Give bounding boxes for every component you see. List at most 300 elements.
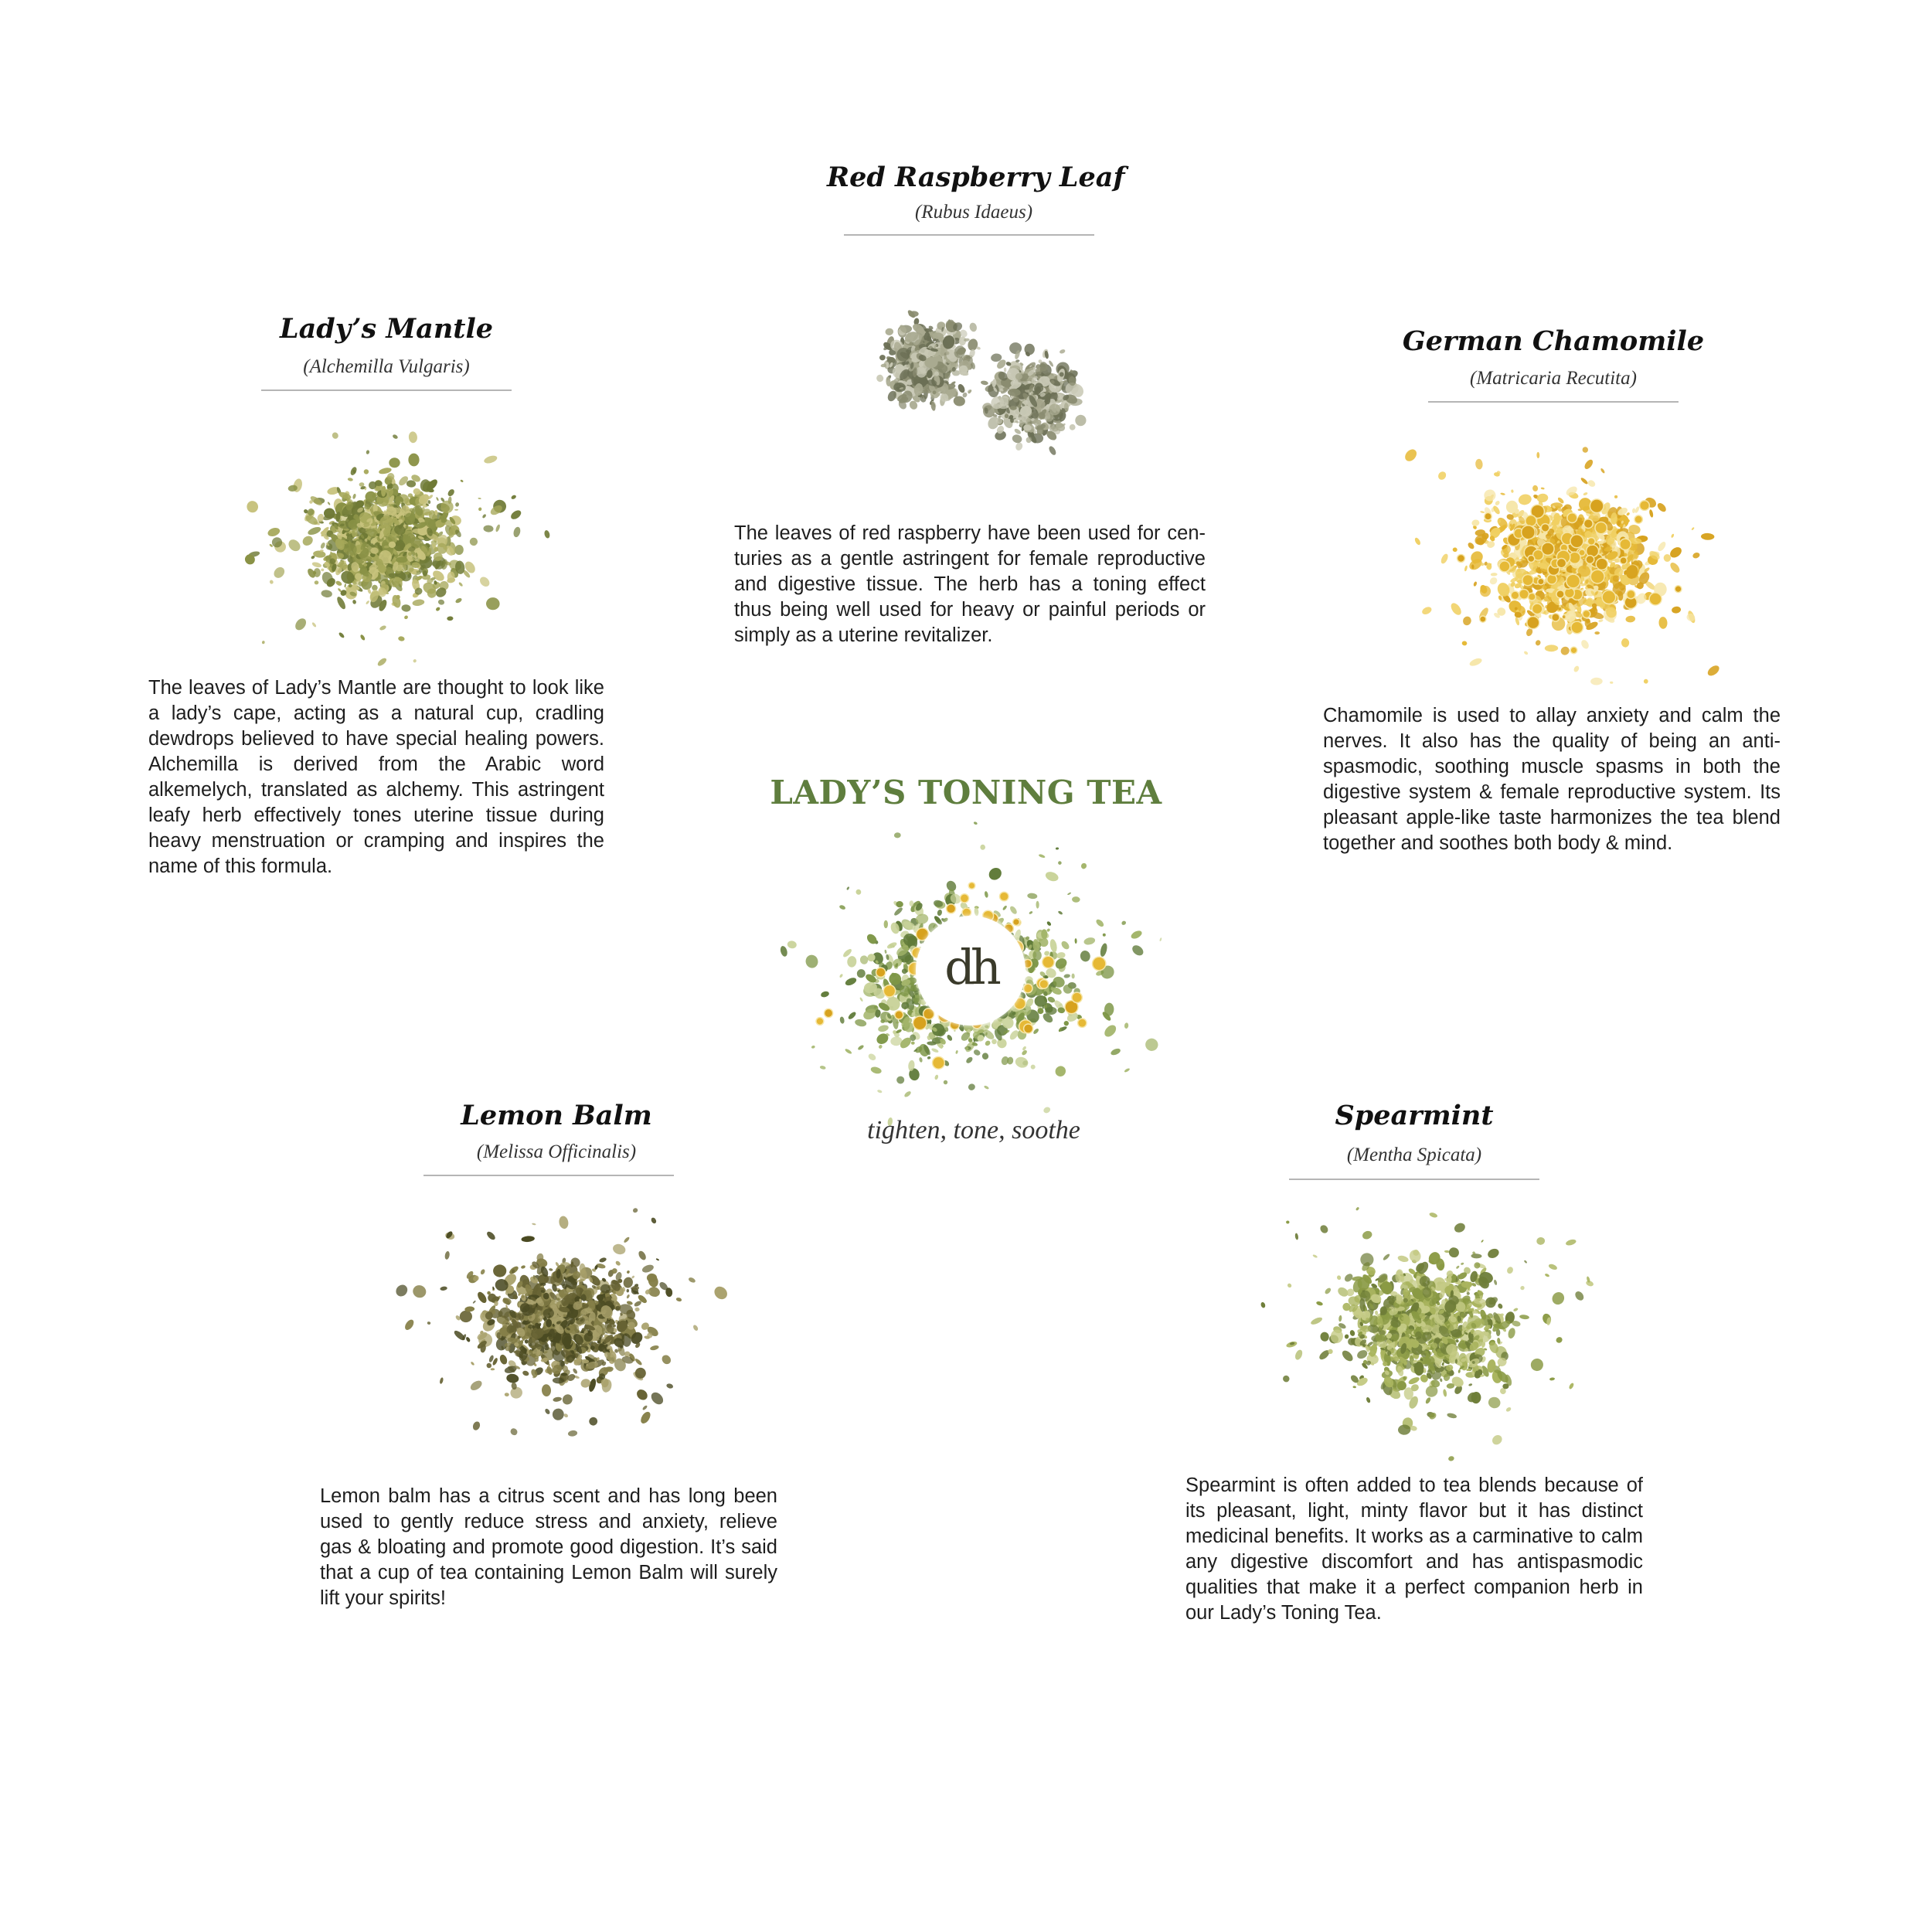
lady-s-toning-tea-tagline: tighten, tone, soothe bbox=[867, 1116, 1080, 1145]
herb-flake bbox=[1009, 905, 1018, 915]
herb-flake bbox=[847, 956, 857, 968]
herb-flake bbox=[522, 1370, 529, 1377]
herb-flake bbox=[1529, 1356, 1546, 1373]
herb-flake bbox=[1071, 974, 1074, 979]
herb-flake bbox=[454, 509, 458, 511]
herb-flake bbox=[553, 1396, 562, 1403]
herb-flake bbox=[623, 1236, 630, 1243]
herb-flake bbox=[884, 920, 888, 928]
herb-flake bbox=[1074, 938, 1077, 944]
herb-flake bbox=[1580, 477, 1588, 485]
herb-flake bbox=[431, 569, 447, 583]
chamomile-flower-head bbox=[1480, 616, 1486, 622]
herb-flake bbox=[1343, 1272, 1354, 1283]
chamomile-flower-head bbox=[1043, 956, 1054, 968]
herb-flake bbox=[269, 580, 274, 585]
herb-flake bbox=[359, 634, 366, 641]
herb-flake bbox=[272, 565, 287, 580]
chamomile-flower-head bbox=[1627, 590, 1635, 599]
chamomile-flower-head bbox=[1093, 957, 1106, 970]
herb-flake bbox=[1036, 901, 1039, 909]
chamomile-flower-head bbox=[1649, 593, 1662, 605]
herb-flake bbox=[1658, 617, 1668, 629]
chamomile-flower-head bbox=[1538, 578, 1544, 584]
herb-flake bbox=[998, 404, 1009, 409]
chamomile-flower-head bbox=[883, 985, 895, 997]
herb-flake bbox=[981, 1053, 989, 1060]
herb-flake bbox=[1103, 934, 1106, 937]
chamomile-flower-head bbox=[1519, 590, 1529, 600]
herb-flake bbox=[567, 1430, 577, 1437]
herb-flake bbox=[379, 624, 386, 631]
herb-flake bbox=[634, 1358, 643, 1366]
herb-flake bbox=[820, 991, 830, 998]
herb-flake bbox=[1488, 576, 1498, 586]
herb-flake bbox=[819, 1065, 826, 1070]
herb-flake bbox=[1692, 552, 1700, 560]
herb-flake bbox=[660, 1353, 672, 1366]
chamomile-flower-head bbox=[1570, 647, 1577, 654]
herb-flake bbox=[344, 583, 346, 587]
herb-flake bbox=[366, 450, 369, 454]
ladys-mantle-description: The leaves of Lady’s Mantle are thought to look like a lady’s cape, acting as a natural cup, cradling dewdrops believed to have special healing powers. Alchemilla is derived from the Arabic word alkemelych, translated as alchemy. This astringent leafy herb effectively tones uterine tissue during heavy menstruation or cramping and inspires the name of this formula. bbox=[148, 677, 604, 877]
herb-flake bbox=[1648, 509, 1654, 518]
herb-flake bbox=[886, 941, 898, 950]
herb-flake bbox=[1002, 905, 1008, 911]
herb-flake bbox=[1383, 1253, 1391, 1261]
ladys-mantle-herb-pile-image bbox=[224, 410, 549, 672]
herb-flake bbox=[839, 974, 844, 978]
herb-flake bbox=[1471, 519, 1480, 527]
herb-flake bbox=[1643, 679, 1649, 685]
herb-flake bbox=[884, 950, 886, 954]
german-chamomile-title: German Chamomile bbox=[1402, 325, 1705, 357]
herb-flake bbox=[588, 1417, 598, 1427]
herb-flake bbox=[393, 1283, 410, 1299]
chamomile-flower-head bbox=[1072, 992, 1082, 1002]
herb-flake bbox=[1480, 511, 1485, 514]
herb-flake bbox=[1632, 508, 1636, 513]
herb-flake bbox=[1060, 940, 1071, 951]
herb-flake bbox=[931, 1047, 940, 1053]
herb-flake bbox=[439, 1377, 444, 1384]
herb-flake bbox=[1340, 1349, 1355, 1363]
herb-flake bbox=[811, 1045, 815, 1049]
herb-flake bbox=[1366, 1396, 1371, 1403]
chamomile-flower-head bbox=[1567, 513, 1577, 523]
herb-flake bbox=[447, 616, 454, 621]
herb-flake bbox=[1413, 537, 1421, 546]
herb-flake bbox=[1452, 547, 1458, 553]
herb-flake bbox=[1352, 1386, 1356, 1388]
chamomile-flower-head bbox=[1547, 574, 1557, 584]
herb-flake bbox=[512, 526, 522, 538]
herb-flake bbox=[859, 997, 863, 1002]
chamomile-flower-head bbox=[1522, 526, 1536, 539]
herb-flake bbox=[1046, 920, 1052, 927]
herb-flake bbox=[1544, 1273, 1549, 1277]
herb-flake bbox=[634, 1366, 648, 1380]
herb-flake bbox=[549, 1268, 553, 1271]
herb-flake bbox=[1481, 487, 1498, 503]
herb-flake bbox=[1080, 862, 1087, 870]
herb-flake bbox=[1467, 542, 1475, 550]
herb-flake bbox=[847, 1011, 857, 1021]
herb-flake bbox=[498, 1354, 509, 1366]
chamomile-flower-head bbox=[1571, 621, 1583, 634]
herb-flake bbox=[1701, 533, 1715, 540]
herb-flake bbox=[1568, 1383, 1574, 1390]
herb-flake bbox=[879, 355, 886, 361]
herb-flake bbox=[476, 1291, 488, 1304]
herb-flake bbox=[472, 1300, 476, 1304]
herb-flake bbox=[311, 622, 317, 628]
herb-flake bbox=[1032, 1028, 1039, 1035]
herb-flake bbox=[506, 1373, 519, 1383]
herb-flake bbox=[1464, 565, 1468, 571]
herb-flake bbox=[984, 1039, 991, 1046]
herb-flake bbox=[1495, 500, 1501, 506]
herb-flake bbox=[1462, 615, 1473, 626]
herb-flake bbox=[1095, 918, 1105, 928]
herb-flake bbox=[444, 1250, 451, 1260]
red-raspberry-leaf-herb-pile-image bbox=[819, 255, 1144, 510]
herb-flake bbox=[1131, 943, 1145, 957]
herb-flake bbox=[1049, 938, 1058, 953]
spearmint-herb-pile-image bbox=[1252, 1190, 1600, 1461]
herb-flake bbox=[493, 1264, 506, 1277]
herb-flake bbox=[1011, 434, 1022, 444]
chamomile-flower-head bbox=[1078, 1019, 1087, 1027]
herb-flake bbox=[894, 832, 901, 838]
ladys-mantle-latin-name: (Alchemilla Vulgaris) bbox=[303, 356, 470, 377]
herb-flake bbox=[639, 1410, 652, 1425]
chamomile-flower-head bbox=[1583, 519, 1593, 529]
herb-flake bbox=[650, 1216, 657, 1224]
herb-flake bbox=[469, 1379, 484, 1392]
herb-flake bbox=[435, 607, 440, 612]
chamomile-flower-head bbox=[1587, 538, 1595, 546]
herb-flake bbox=[454, 597, 462, 604]
herb-flake bbox=[855, 968, 867, 979]
herb-flake bbox=[1421, 605, 1433, 616]
chamomile-flower-head bbox=[1039, 980, 1049, 989]
herb-flake bbox=[1590, 677, 1603, 685]
herb-flake bbox=[1583, 458, 1594, 471]
chamomile-flower-head bbox=[933, 1056, 945, 1069]
herb-flake bbox=[973, 1049, 981, 1056]
herb-flake bbox=[478, 498, 481, 499]
herb-flake bbox=[315, 580, 319, 584]
herb-flake bbox=[301, 534, 315, 547]
herb-flake bbox=[1691, 527, 1695, 531]
herb-flake bbox=[946, 1034, 953, 1042]
german-chamomile-herb-pile-image bbox=[1391, 421, 1747, 707]
herb-flake bbox=[1663, 553, 1672, 562]
herb-flake bbox=[327, 502, 331, 505]
herb-flake bbox=[572, 1368, 578, 1375]
herb-flake bbox=[359, 482, 365, 487]
herb-flake bbox=[563, 1413, 569, 1418]
herb-flake bbox=[447, 488, 456, 498]
chamomile-flower-head bbox=[1000, 892, 1009, 901]
herb-flake bbox=[1437, 470, 1447, 481]
chamomile-flower-head bbox=[825, 1009, 833, 1017]
chamomile-flower-head bbox=[1583, 611, 1590, 618]
chamomile-flower-head bbox=[1590, 570, 1604, 583]
herb-flake bbox=[1038, 854, 1046, 859]
herb-flake bbox=[943, 1080, 949, 1086]
lemon-balm-title: Lemon Balm bbox=[461, 1100, 652, 1131]
herb-flake bbox=[1130, 929, 1143, 940]
herb-flake bbox=[403, 614, 409, 620]
dh-logo-badge bbox=[916, 916, 1026, 1026]
dh-logo-mark: dh bbox=[944, 939, 997, 995]
chamomile-flower-head bbox=[1013, 919, 1020, 926]
herb-flake bbox=[1281, 1374, 1291, 1383]
herb-flake bbox=[655, 1258, 659, 1261]
herb-flake bbox=[992, 1039, 997, 1044]
herb-flake bbox=[544, 1408, 551, 1415]
herb-flake bbox=[392, 434, 398, 440]
lemon-balm-divider bbox=[423, 1175, 674, 1176]
herb-flake bbox=[641, 1264, 655, 1274]
herb-flake bbox=[987, 866, 1005, 883]
chamomile-flower-head bbox=[816, 1018, 824, 1026]
red-raspberry-leaf-latin-name: (Rubus Idaeus) bbox=[914, 202, 1033, 223]
herb-flake bbox=[1143, 1036, 1160, 1053]
herb-flake bbox=[867, 1053, 877, 1062]
herb-flake bbox=[1545, 645, 1559, 651]
chamomile-flower-head bbox=[1532, 604, 1543, 614]
herb-flake bbox=[262, 641, 265, 645]
herb-flake bbox=[1074, 413, 1087, 427]
herb-flake bbox=[338, 631, 345, 638]
herb-flake bbox=[919, 1057, 923, 1063]
german-chamomile-latin-name: (Matricaria Recutita) bbox=[1470, 368, 1637, 389]
herb-flake bbox=[1706, 664, 1721, 679]
herb-flake bbox=[981, 380, 989, 386]
chamomile-flower-head bbox=[1485, 513, 1492, 520]
herb-flake bbox=[599, 1257, 607, 1263]
herb-flake bbox=[650, 1345, 660, 1351]
herb-flake bbox=[436, 497, 439, 502]
herb-flake bbox=[1473, 581, 1478, 587]
chamomile-flower-head bbox=[1595, 522, 1607, 533]
herb-flake bbox=[955, 1050, 958, 1054]
herb-flake bbox=[632, 1207, 638, 1213]
herb-flake bbox=[1671, 606, 1681, 614]
herb-flake bbox=[1102, 1023, 1118, 1039]
herb-flake bbox=[965, 1056, 974, 1064]
herb-flake bbox=[316, 513, 325, 523]
red-raspberry-leaf-description: The leaves of red raspberry have been used for cen- turies as a gentle astringent for female reproductive and digestive tissue. The herb has a toning effect thus being well used for heavy or painful periods or simply as a uterine revitalizer. bbox=[734, 522, 1206, 646]
herb-flake bbox=[352, 600, 357, 605]
chamomile-flower-head bbox=[1556, 590, 1564, 598]
herb-flake bbox=[1260, 1301, 1267, 1308]
herb-flake bbox=[877, 1089, 883, 1093]
herb-flake bbox=[511, 495, 517, 500]
herb-flake bbox=[1598, 619, 1604, 623]
chamomile-flower-head bbox=[1522, 575, 1533, 586]
herb-flake bbox=[460, 479, 464, 482]
spearmint-latin-name: (Mentha Spicata) bbox=[1346, 1145, 1482, 1165]
chamomile-flower-head bbox=[1675, 586, 1682, 593]
herb-flake bbox=[973, 821, 978, 825]
german-chamomile-divider bbox=[1428, 401, 1679, 403]
herb-flake bbox=[1461, 641, 1468, 646]
herb-flake bbox=[1080, 950, 1091, 963]
herb-flake bbox=[267, 526, 281, 538]
chamomile-flower-head bbox=[1024, 1024, 1033, 1033]
herb-flake bbox=[1449, 601, 1463, 617]
herb-flake bbox=[878, 1044, 883, 1049]
lemon-balm-herb-pile-image bbox=[390, 1194, 738, 1449]
chamomile-flower-head bbox=[1499, 561, 1510, 572]
chamomile-flower-head bbox=[1634, 515, 1642, 523]
herb-flake bbox=[458, 582, 464, 587]
herb-flake bbox=[560, 1393, 574, 1406]
red-raspberry-leaf-title: Red Raspberry Leaf bbox=[827, 162, 1125, 193]
chamomile-flower-head bbox=[1528, 556, 1535, 563]
herb-flake bbox=[1500, 492, 1505, 495]
herb-flake bbox=[675, 1297, 682, 1302]
herb-flake bbox=[335, 580, 342, 587]
herb-flake bbox=[666, 1383, 674, 1389]
herb-flake bbox=[984, 1085, 990, 1090]
herb-flake bbox=[389, 457, 400, 468]
herb-flake bbox=[478, 507, 481, 512]
red-raspberry-leaf-divider bbox=[844, 234, 1094, 236]
chamomile-flower-head bbox=[960, 894, 968, 903]
chamomile-flower-head bbox=[1552, 614, 1560, 621]
herb-flake bbox=[1072, 896, 1080, 903]
herb-flake bbox=[1310, 1316, 1323, 1326]
herb-flake bbox=[1440, 553, 1449, 564]
herb-flake bbox=[649, 1390, 665, 1407]
herb-flake bbox=[688, 1277, 696, 1284]
herb-flake bbox=[1573, 665, 1580, 672]
herb-flake bbox=[626, 1294, 630, 1298]
herb-flake bbox=[692, 1324, 699, 1332]
german-chamomile-description: Chamomile is used to allay anxiety and calm the nerves. It also has the quality of being an anti- spasmodic, soothing muscle spasms in both the digestive system & female reproductive system. Its pleasant apple-like taste harmonizes the tea blend together and soothes both body & mind. bbox=[1323, 705, 1781, 854]
herb-flake bbox=[552, 1408, 565, 1421]
herb-flake bbox=[1000, 1056, 1009, 1066]
herb-flake bbox=[838, 904, 846, 910]
herb-flake bbox=[1063, 974, 1070, 978]
lemon-balm-description: Lemon balm has a citrus scent and has long been used to gently reduce stress and anxiety, relieve gas & bloating and promote good digestion. It’s said that a cup of tea containing Lemon Balm will surely lift your spirits! bbox=[320, 1485, 777, 1609]
herb-flake bbox=[911, 1042, 915, 1045]
chamomile-flower-head bbox=[1586, 556, 1594, 564]
chamomile-flower-head bbox=[1511, 591, 1519, 600]
herb-flake bbox=[845, 1048, 852, 1055]
herb-flake bbox=[1471, 1253, 1481, 1259]
herb-flake bbox=[408, 431, 417, 444]
herb-flake bbox=[396, 557, 408, 563]
herb-flake bbox=[532, 1223, 536, 1225]
herb-flake bbox=[937, 909, 943, 916]
herb-flake bbox=[1058, 861, 1063, 866]
herb-flake bbox=[1424, 1396, 1431, 1404]
herb-flake bbox=[1059, 349, 1066, 354]
herb-flake bbox=[1491, 573, 1498, 577]
herb-flake bbox=[934, 1074, 939, 1080]
herb-flake bbox=[352, 493, 357, 499]
herb-flake bbox=[903, 1090, 912, 1098]
herb-flake bbox=[896, 1075, 906, 1084]
herb-flake bbox=[540, 1283, 546, 1286]
herb-flake bbox=[1656, 540, 1667, 553]
chamomile-flower-head bbox=[1596, 558, 1607, 570]
herb-flake bbox=[366, 600, 370, 604]
chamomile-flower-head bbox=[895, 1011, 903, 1019]
herb-flake bbox=[320, 542, 326, 549]
herb-flake bbox=[427, 1321, 430, 1325]
herb-flake bbox=[483, 454, 498, 465]
herb-flake bbox=[1009, 342, 1022, 354]
herb-flake bbox=[485, 1230, 496, 1241]
herb-flake bbox=[1507, 1327, 1516, 1339]
herb-flake bbox=[1067, 892, 1072, 896]
herb-flake bbox=[505, 1393, 509, 1396]
herb-flake bbox=[1029, 1063, 1036, 1070]
herb-flake bbox=[321, 568, 325, 571]
herb-flake bbox=[1124, 1022, 1129, 1029]
herb-flake bbox=[246, 500, 259, 514]
herb-flake bbox=[347, 478, 353, 481]
herb-flake bbox=[1099, 943, 1108, 957]
herb-flake bbox=[1053, 1064, 1068, 1079]
herb-flake bbox=[1511, 489, 1514, 493]
herb-flake bbox=[391, 594, 402, 609]
herb-flake bbox=[481, 514, 486, 519]
herb-flake bbox=[335, 596, 347, 611]
herb-flake bbox=[1004, 367, 1007, 372]
herb-flake bbox=[483, 525, 493, 532]
herb-flake bbox=[877, 1024, 889, 1032]
herb-flake bbox=[364, 469, 369, 474]
chamomile-flower-head bbox=[1526, 515, 1536, 526]
herb-flake bbox=[437, 599, 445, 606]
herb-flake bbox=[968, 1083, 976, 1091]
herb-flake bbox=[491, 1368, 495, 1370]
herb-flake bbox=[615, 1260, 621, 1267]
herb-flake bbox=[779, 945, 788, 957]
chamomile-flower-head bbox=[1529, 593, 1536, 600]
herb-flake bbox=[1063, 1021, 1069, 1026]
herb-flake bbox=[1456, 1265, 1460, 1269]
herb-flake bbox=[455, 502, 460, 508]
herb-flake bbox=[1621, 638, 1630, 648]
herb-flake bbox=[349, 466, 358, 476]
herb-flake bbox=[1015, 441, 1024, 451]
herb-flake bbox=[1541, 487, 1545, 489]
herb-flake bbox=[876, 374, 884, 383]
herb-flake bbox=[307, 526, 322, 536]
herb-flake bbox=[460, 1311, 472, 1322]
herb-flake bbox=[1532, 485, 1539, 492]
herb-flake bbox=[1403, 447, 1419, 463]
herb-flake bbox=[1610, 682, 1614, 684]
spearmint-divider bbox=[1289, 1179, 1539, 1180]
herb-flake bbox=[1021, 1049, 1028, 1056]
chamomile-flower-head bbox=[1556, 559, 1566, 568]
ladys-mantle-title: Lady’s Mantle bbox=[279, 313, 494, 345]
herb-flake bbox=[626, 1270, 630, 1274]
chamomile-flower-head bbox=[1566, 574, 1580, 588]
herb-flake bbox=[1060, 404, 1063, 406]
herb-flake bbox=[854, 1019, 867, 1028]
